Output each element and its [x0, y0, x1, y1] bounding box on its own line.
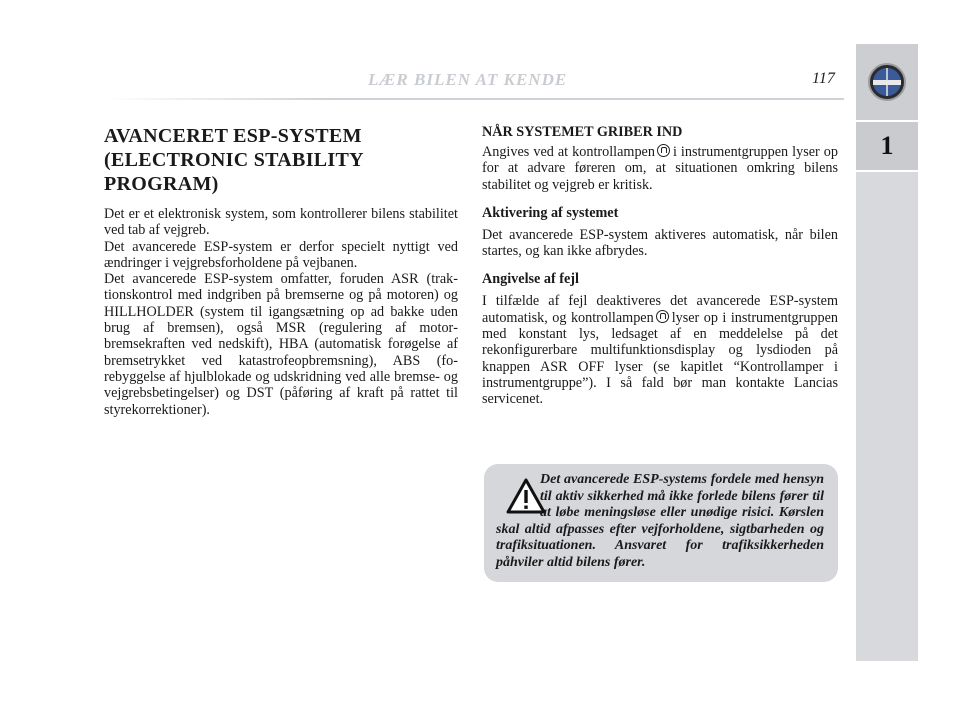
p1-after: i instrumentgruppen lyser op for at advare føreren om, at situationen omkring bilens stabilitet og vejgreb er kritisk. — [482, 144, 838, 193]
p1-before: Angives ved at kontrollampen — [482, 144, 655, 160]
subsection-heading-activation: Aktivering af systemet — [482, 204, 619, 221]
p3-after: lyser op i instrumentgruppen med konstant lys, ledsaget af en meddelelse på det rekonfigurerbare multifunktionsdisplay og lysdioden på knappen ASR OFF lyser (se kapitlet “Kontrollamper i instrumentgruppe”). I så fald bør man kontakte Lancias servicenet. — [482, 309, 838, 408]
subsection-heading-intervention: NÅR SYSTEMET GRIBER IND — [482, 124, 683, 140]
intro-paragraph-2: Det avancerede ESP-system er derfor specielt nyttigt ved ændringer i vejgrebsforholdene på vejbanen. — [104, 238, 458, 271]
logo-cell — [856, 44, 918, 122]
page-number: 117 — [812, 70, 835, 87]
p3-before: I tilfælde af fejl deaktiveres det avancerede ESP-system automatisk, og kontrollampen — [482, 293, 838, 326]
warning-text-block — [496, 472, 824, 572]
esp-warning-lamp-icon — [657, 144, 670, 157]
chapter-number[interactable]: 1 — [856, 122, 918, 172]
right-column — [482, 124, 838, 408]
warning-box — [484, 464, 838, 582]
header-rule — [104, 98, 844, 100]
lancia-logo-icon — [867, 62, 907, 102]
intro-paragraph-3: Det avancerede ESP-system omfatter, foruden ASR (traktionskontrol med indgriben på bremserne og på motoren) og HILLHOLDER (system til igangsætning op ad bakke uden brug af bremsen), også MSR (regulering af motorbremsekraften ved nedskift), HBA (automatisk forøgelse af bremsetrykket ved katastrofeopbremsning), ABS (forebyggelse af hjulblokade og udskridning ved alle bremse- og vejgrebsbetingelser) og DST (påføring af kraft på rattet til styrekorrektioner). — [104, 271, 458, 418]
fault-paragraph — [482, 293, 838, 407]
activation-paragraph: Det avancerede ESP-system aktiveres automatisk, når bilen startes, og kan ikke afbrydes. — [482, 226, 838, 260]
subsection-heading-fault: Angivelse af fejl — [482, 271, 579, 288]
left-column — [104, 124, 458, 418]
chapter-sidebar — [856, 44, 918, 661]
heading-line-3: PROGRAM) — [104, 173, 219, 195]
intervention-paragraph — [482, 144, 838, 193]
running-header: LÆR BILEN AT KENDE — [368, 70, 568, 89]
heading-line-1: AVANCERET ESP-SYSTEM — [104, 125, 362, 147]
section-heading — [104, 124, 458, 196]
intro-paragraph-1: Det er et elektronisk system, som kontrollerer bilens stabilitet ved tab af vejgreb. — [104, 206, 458, 239]
esp-warning-lamp-icon — [656, 310, 669, 323]
warning-text: Det avancerede ESP-systems fordele med hensyn til aktiv sikkerhed må ikke forlede bilens fører til at løbe meningsløse eller unødige risici. Kørslen skal altid afpasses efter vejforholdene, sigtbarheden og trafiksituationen. Ansvaret for trafiksikkerheden påhviler altid bilens fører. — [496, 472, 824, 570]
heading-line-2: (ELECTRONIC STABILITY — [104, 149, 364, 171]
